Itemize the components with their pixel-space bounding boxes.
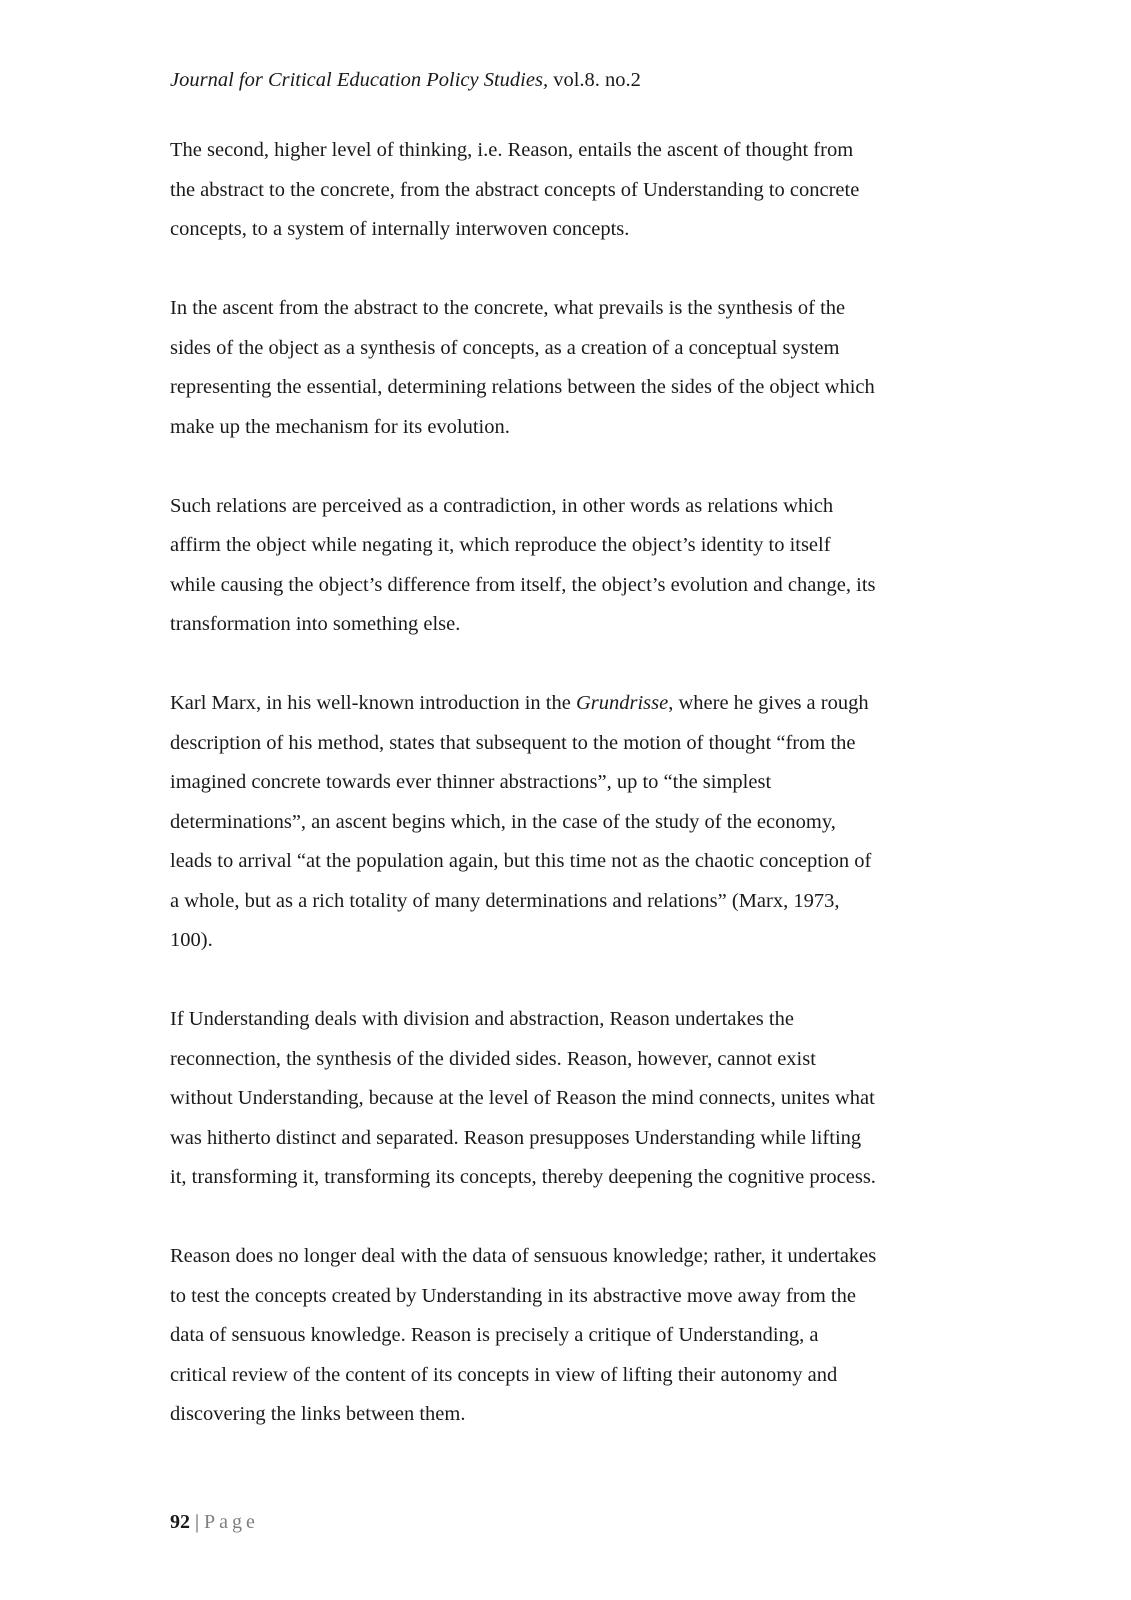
page-label: Page <box>204 1511 259 1533</box>
paragraph-4 <box>170 684 970 961</box>
text-line: sides of the object as a synthesis of concepts, as a creation of a conceptual system <box>170 336 840 359</box>
text-line: In the ascent from the abstract to the concrete, what prevails is the synthesis of the <box>170 297 846 319</box>
page-footer <box>170 1508 259 1536</box>
text-run: , where he gives a rough <box>668 692 869 714</box>
paragraph-6 <box>170 1237 970 1435</box>
text-line: discovering the links between them. <box>170 1403 466 1425</box>
text-line: data of sensuous knowledge. Reason is precisely a critique of Understanding, a <box>170 1324 819 1346</box>
text-line: while causing the object’s difference from itself, the object’s evolution and change, its <box>170 573 876 596</box>
text-line: description of his method, states that subsequent to the motion of thought “from the <box>170 731 856 754</box>
text-line: make up the mechanism for its evolution. <box>170 415 510 438</box>
text-line: it, transforming it, transforming its concepts, thereby deepening the cognitive process. <box>170 1166 876 1188</box>
text-line: the abstract to the concrete, from the abstract concepts of Understanding to concrete <box>170 178 860 201</box>
paragraph-2 <box>170 289 970 447</box>
text-line: a whole, but as a rich totality of many determinations and relations” (Marx, 1973, <box>170 889 840 912</box>
journal-volume: vol.8. no.2 <box>548 69 641 91</box>
text-line <box>170 684 970 724</box>
book-title-grundrisse: Grundrisse <box>575 692 669 714</box>
text-line: concepts, to a system of internally interwoven concepts. <box>170 218 630 240</box>
text-line: determinations”, an ascent begins which, in the case of the study of the economy, <box>170 810 836 833</box>
text-line: critical review of the content of its concepts in view of lifting their autonomy and <box>170 1363 838 1386</box>
paragraph-1 <box>170 131 970 250</box>
text-line: leads to arrival “at the population again, but this time not as the chaotic conception of <box>170 850 872 872</box>
paragraph-5 <box>170 1000 970 1198</box>
paragraph-3 <box>170 487 970 645</box>
body-text <box>170 131 970 1474</box>
text-line: affirm the object while negating it, which reproduce the object’s identity to itself <box>170 534 831 556</box>
text-line: reconnection, the synthesis of the divided sides. Reason, however, cannot exist <box>170 1047 816 1070</box>
text-line: imagined concrete towards ever thinner abstractions”, up to “the simplest <box>170 771 772 793</box>
text-line: The second, higher level of thinking, i.e. Reason, entails the ascent of thought from <box>170 139 854 161</box>
text-line: representing the essential, determining relations between the sides of the object which <box>170 376 875 398</box>
text-line: Such relations are perceived as a contradiction, in other words as relations which <box>170 494 834 517</box>
journal-title: Journal for Critical Education Policy Studies, <box>170 69 549 91</box>
page-number: 92 <box>170 1511 190 1533</box>
text-line: 100). <box>170 929 213 951</box>
footer-separator: | <box>190 1511 205 1533</box>
text-line: Reason does no longer deal with the data of sensuous knowledge; rather, it undertakes <box>170 1245 877 1267</box>
text-line: without Understanding, because at the level of Reason the mind connects, unites what <box>170 1087 875 1109</box>
text-line: to test the concepts created by Understanding in its abstractive move away from the <box>170 1284 856 1307</box>
text-run: Karl Marx, in his well-known introduction in the <box>170 692 576 714</box>
text-line: If Understanding deals with division and abstraction, Reason undertakes the <box>170 1008 794 1030</box>
text-line: was hitherto distinct and separated. Reason presupposes Understanding while lifting <box>170 1126 862 1149</box>
text-line: transformation into something else. <box>170 613 461 635</box>
running-header <box>170 66 641 94</box>
